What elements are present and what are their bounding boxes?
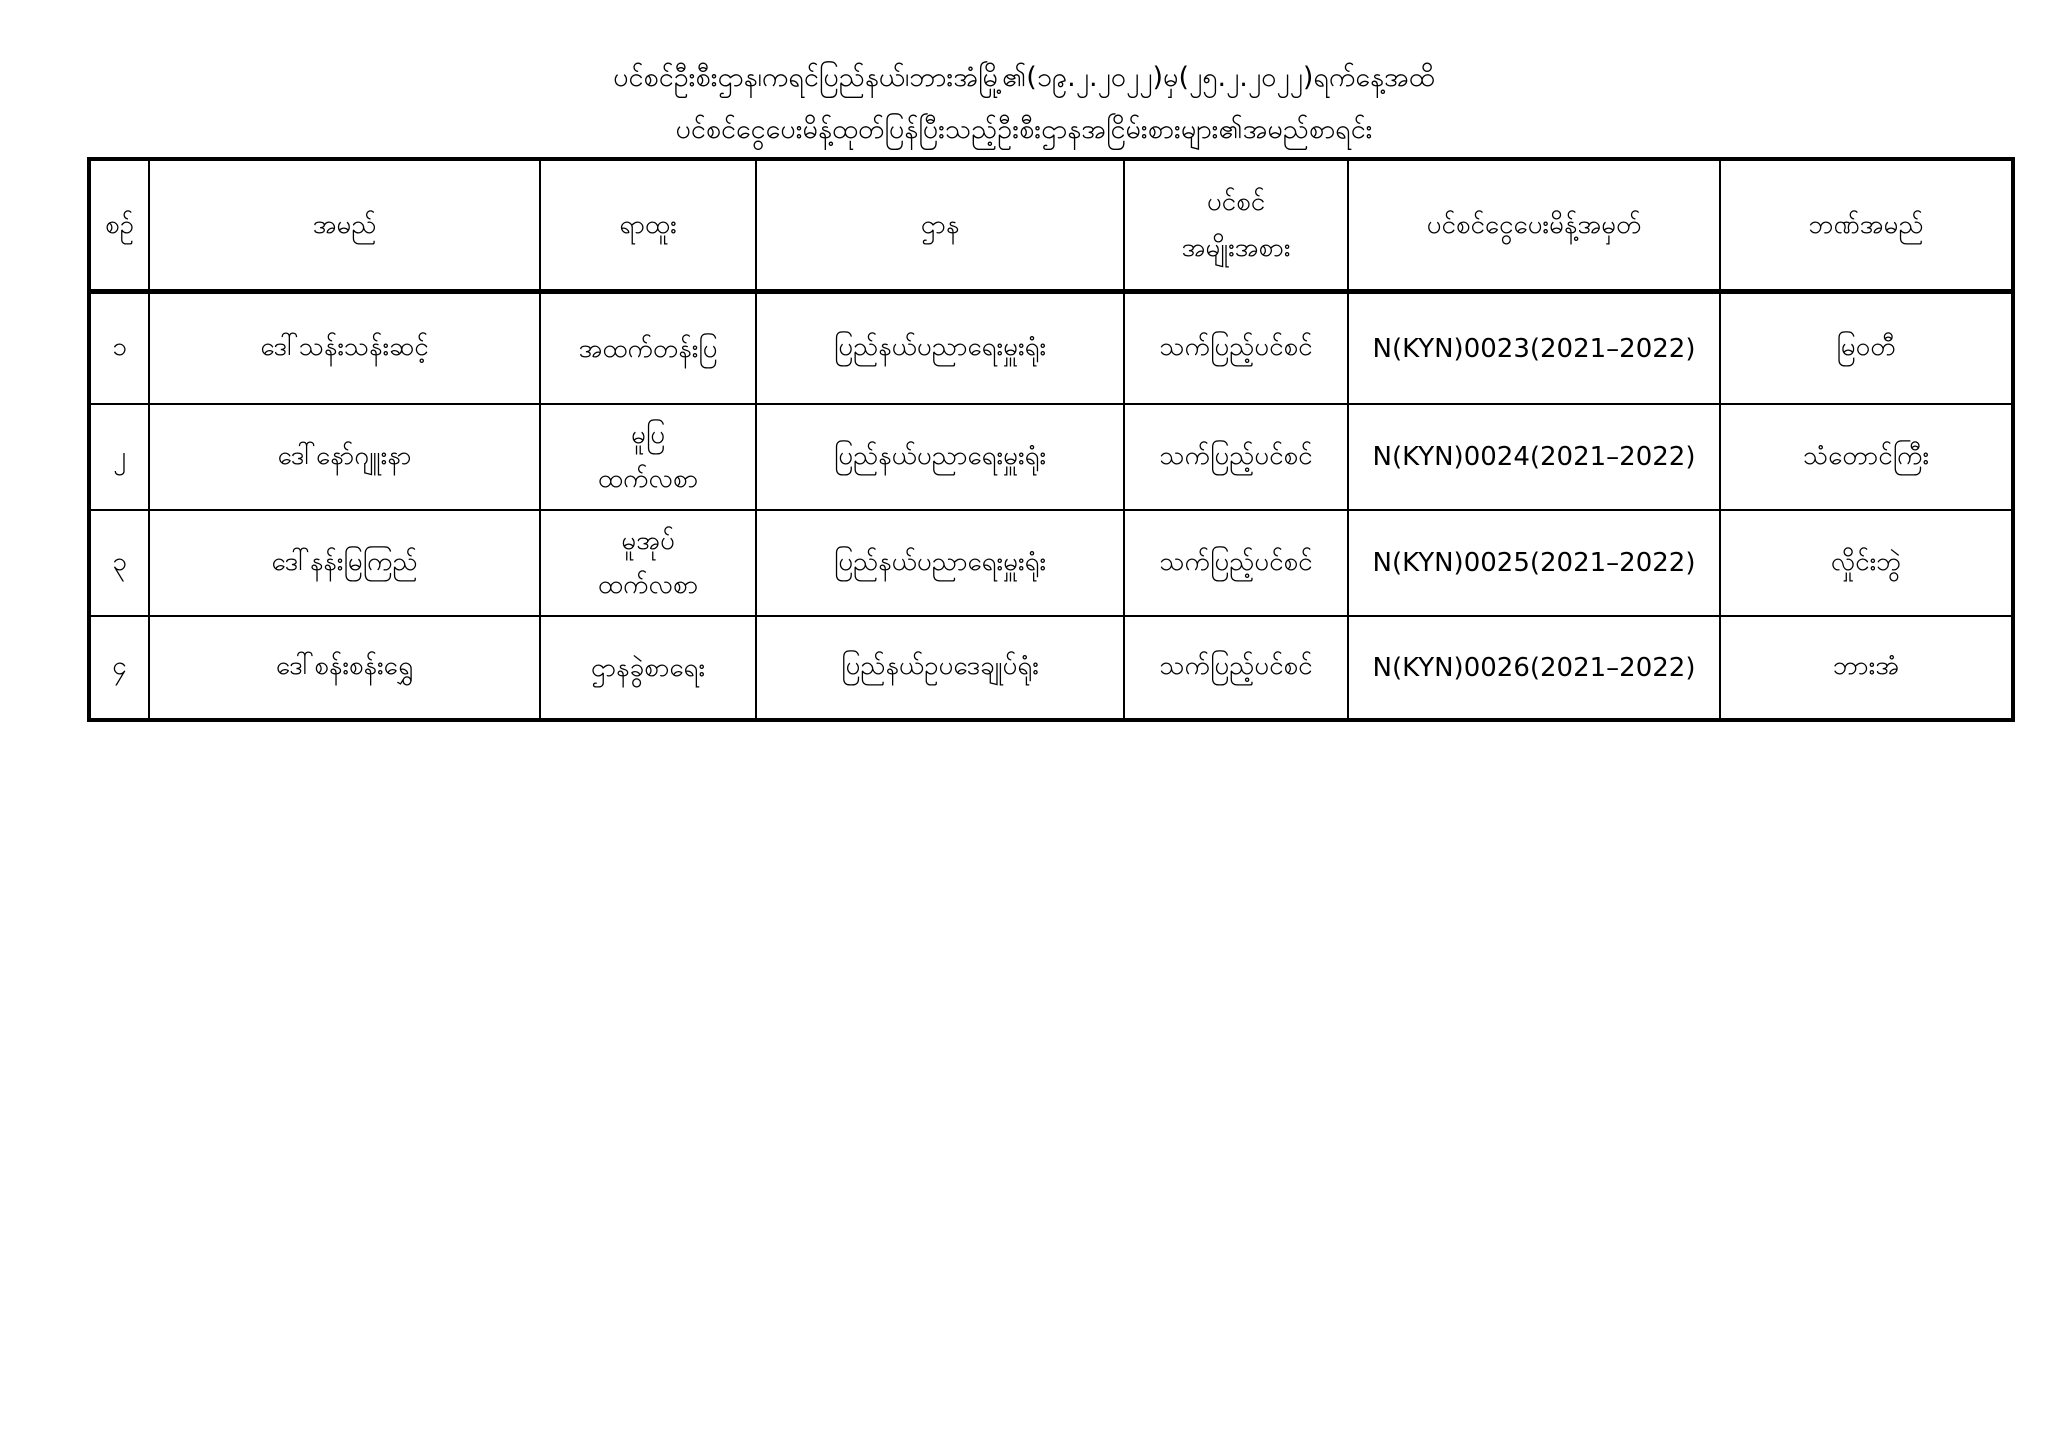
cell-pension-type: သက်ပြည့်ပင်စင် <box>1124 292 1348 405</box>
cell-department: ပြည်နယ်ဥပဒေချုပ်ရုံး <box>756 616 1124 720</box>
cell-rank <box>540 616 756 720</box>
cell-order-no: N(KYN)0023(2021–2022) <box>1348 292 1720 405</box>
header-pension-type <box>1124 159 1348 292</box>
cell-rank-line-2: ထက်လစာ <box>597 570 699 600</box>
cell-pension-type: သက်ပြည့်ပင်စင် <box>1124 510 1348 616</box>
cell-no: ၃ <box>89 510 149 616</box>
header-pension-type-line-1: ပင်စင် <box>1206 187 1266 217</box>
cell-bank: ဘားအံ <box>1720 616 2013 720</box>
cell-name: ဒေါ်နန်းမြကြည် <box>149 510 540 616</box>
cell-rank-line-1: မူအုပ် <box>621 526 675 556</box>
table-row <box>89 510 2013 616</box>
table-row <box>89 616 2013 720</box>
header-no: စဉ် <box>89 159 149 292</box>
cell-bank: လှိုင်းဘွဲ <box>1720 510 2013 616</box>
cell-order-no: N(KYN)0025(2021–2022) <box>1348 510 1720 616</box>
cell-bank: သံတောင်ကြီး <box>1720 404 2013 510</box>
cell-pension-type: သက်ပြည့်ပင်စင် <box>1124 404 1348 510</box>
cell-department: ပြည်နယ်ပညာရေးမှူးရုံး <box>756 292 1124 405</box>
table-row <box>89 404 2013 510</box>
cell-name: ဒေါ်စန်းစန်းရွှေ <box>149 616 540 720</box>
cell-order-no: N(KYN)0024(2021–2022) <box>1348 404 1720 510</box>
cell-no: ၄ <box>89 616 149 720</box>
cell-rank <box>540 510 756 616</box>
header-name: အမည် <box>149 159 540 292</box>
cell-rank-line-1: မူပြ <box>630 420 666 450</box>
header-rank: ရာထူး <box>540 159 756 292</box>
cell-order-no: N(KYN)0026(2021–2022) <box>1348 616 1720 720</box>
cell-name: ဒေါ်နော်ဂျူးနာ <box>149 404 540 510</box>
cell-no: ၁ <box>89 292 149 405</box>
cell-pension-type: သက်ပြည့်ပင်စင် <box>1124 616 1348 720</box>
cell-rank <box>540 404 756 510</box>
cell-rank <box>540 292 756 405</box>
table-body <box>89 292 2013 721</box>
title-line-1: ပင်စင်ဦးစီးဌာန၊ကရင်ပြည်နယ်၊ဘားအံမြို့၏(၁၉.၂.၂၀၂၂)မှ(၂၅.၂.၂၀၂၂)ရက်နေ့အထိ <box>613 62 1435 93</box>
cell-bank: မြဝတီ <box>1720 292 2013 405</box>
header-row <box>89 159 2013 292</box>
header-department: ဌာန <box>756 159 1124 292</box>
table-header <box>89 159 2013 292</box>
document-title <box>0 52 2048 156</box>
pension-table <box>87 157 2015 722</box>
cell-department: ပြည်နယ်ပညာရေးမှူးရုံး <box>756 510 1124 616</box>
cell-department: ပြည်နယ်ပညာရေးမှူးရုံး <box>756 404 1124 510</box>
header-order-no: ပင်စင်ငွေပေးမိန့်အမှတ် <box>1348 159 1720 292</box>
cell-rank-line-1: အထက်တန်းပြ <box>578 333 718 364</box>
cell-no: ၂ <box>89 404 149 510</box>
header-pension-type-line-2: အမျိုးအစား <box>1181 233 1291 263</box>
cell-rank-line-1: ဌာနခွဲစာရေး <box>590 652 706 683</box>
table-row <box>89 292 2013 405</box>
cell-name: ဒေါ်သန်းသန်းဆင့် <box>149 292 540 405</box>
cell-rank-line-2: ထက်လစာ <box>597 464 699 494</box>
header-bank: ဘဏ်အမည် <box>1720 159 2013 292</box>
title-line-2: ပင်စင်ငွေပေးမိန့်ထုတ်ပြန်ပြီးသည့်ဦးစီးဌာနအငြိမ်းစားများ၏အမည်စာရင်း <box>675 114 1373 145</box>
